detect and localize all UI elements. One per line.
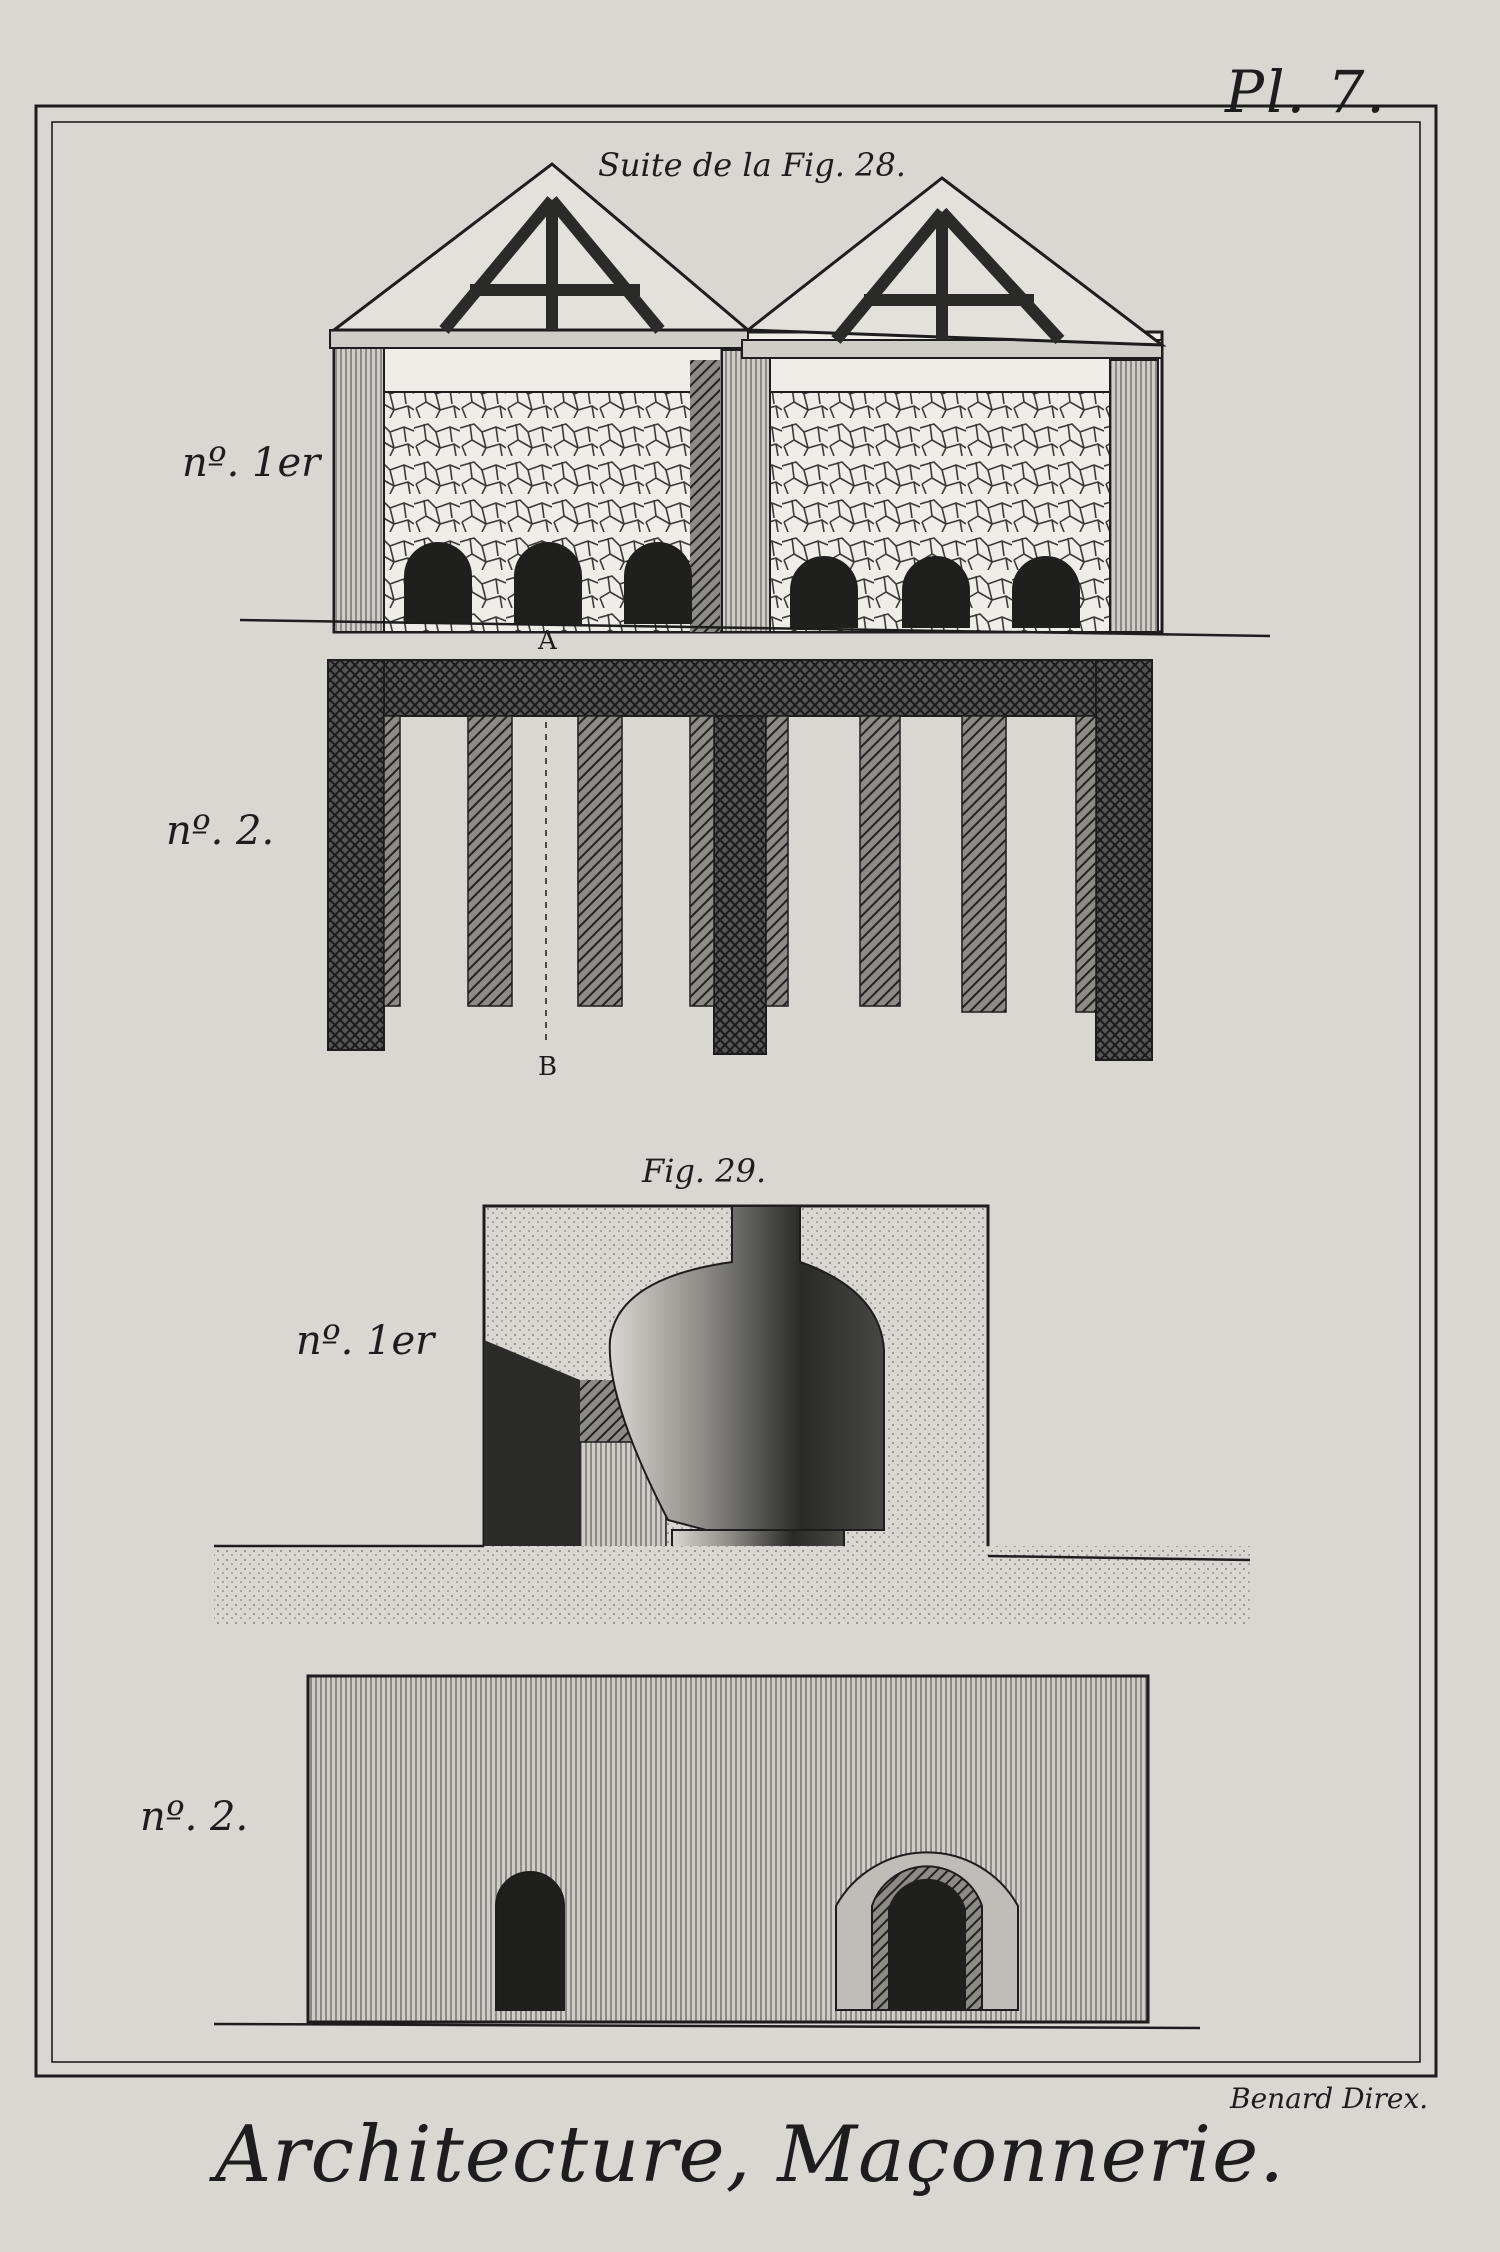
fig28-plan	[328, 660, 1152, 1060]
plate-number: Pl. 7.	[1225, 58, 1387, 126]
fig29-label-no2: nº. 2.	[140, 1794, 249, 1840]
fig28-label-no2: nº. 2.	[166, 808, 275, 854]
fig28-label-no1: nº. 1er	[182, 440, 321, 486]
fig29-caption: Fig. 29.	[642, 1152, 767, 1190]
plate-title: Architecture, Maçonnerie.	[214, 2110, 1286, 2200]
fig29-elevation	[214, 1676, 1200, 2028]
fig28-elevation	[240, 164, 1270, 636]
fig29-section	[214, 1206, 1250, 1626]
section-mark-a: A	[538, 626, 557, 656]
section-mark-b: B	[538, 1052, 558, 1082]
fig29-label-no1: nº. 1er	[296, 1318, 435, 1364]
fig28-caption: Suite de la Fig. 28.	[598, 146, 906, 184]
engraver-credit: Benard Direx.	[1230, 2082, 1429, 2115]
